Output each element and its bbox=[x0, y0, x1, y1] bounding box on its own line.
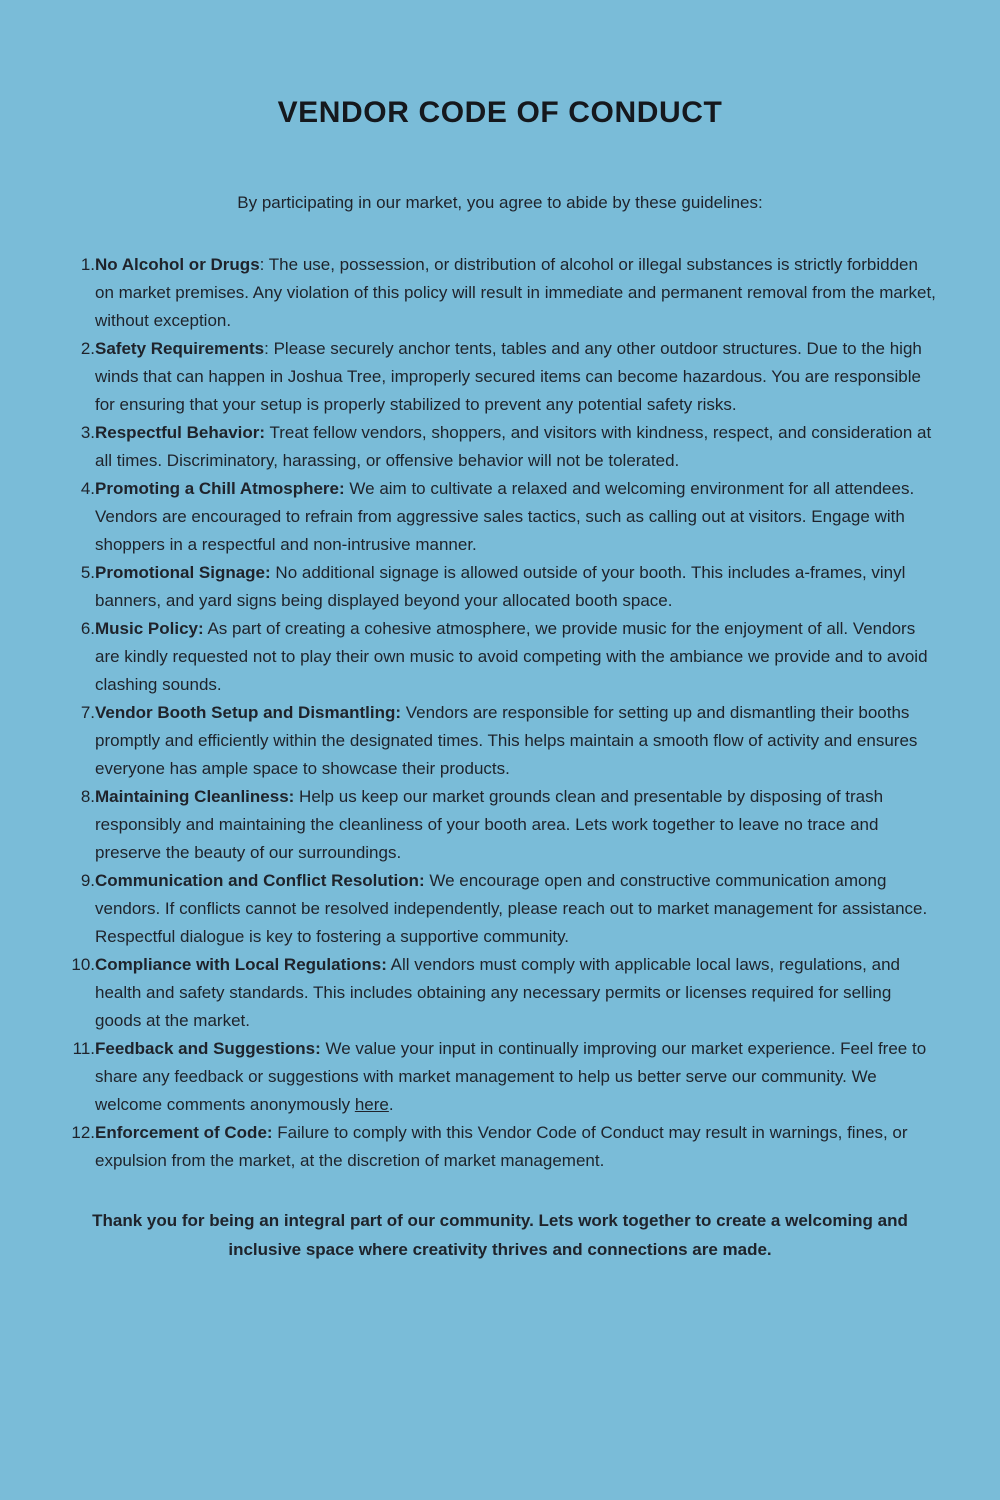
rule-text: Please securely anchor tents, tables and any other outdoor structures. Due to the high winds that can happen in Joshua Tree, improperly secured items can become hazardous. You are responsible for ensuring that your setup is properly stabilized to prevent any potential safety risks. bbox=[95, 339, 922, 414]
rule-number: 3. bbox=[80, 423, 95, 442]
rule-text: Help us keep our market grounds clean and presentable by disposing of trash responsibly and maintaining the cleanliness of your booth area. Lets work together to leave no trace and preserve the beauty of our surroundings. bbox=[95, 787, 884, 862]
rule-number: 1. bbox=[80, 255, 95, 274]
closing-text: Thank you for being an integral part of our community. Lets work together to create a welcoming and inclusive space where creativity thrives and connections are made. bbox=[92, 1211, 908, 1259]
rule-item bbox=[80, 699, 941, 783]
rule-number: 12. bbox=[71, 1123, 95, 1142]
rule-item bbox=[80, 251, 941, 335]
rule-text: The use, possession, or distribution of alcohol or illegal substances is strictly forbidden on market premises. Any violation of this policy will result in immediate and permanent removal from the market, without exception. bbox=[95, 255, 936, 330]
rule-text: We value your input in continually improving our market experience. Feel free to share any feedback or suggestions with market management to help us better serve our community. We welcome comments anonymously bbox=[95, 1039, 927, 1114]
rule-text: We aim to cultivate a relaxed and welcoming environment for all attendees. Vendors are encouraged to refrain from aggressive sales tactics, such as calling out at visitors. Engage with shoppers in a respectful and non-intrusive manner. bbox=[95, 479, 915, 554]
rule-item bbox=[72, 1035, 941, 1119]
rule-text: Failure to comply with this Vendor Code of Conduct may result in warnings, fines, or expulsion from the market, at the discretion of market management. bbox=[95, 1123, 908, 1170]
rule-number: 7. bbox=[80, 703, 95, 722]
rule-label: Safety Requirements bbox=[95, 339, 265, 358]
rule-label: No Alcohol or Drugs bbox=[95, 255, 260, 274]
rule-text: Vendors are responsible for setting up and dismantling their booths promptly and efficiently within the designated times. This helps maintain a smooth flow of activity and ensures everyone has ample space to showcase their products. bbox=[95, 703, 918, 778]
rule-text-after-link: . bbox=[388, 1095, 394, 1114]
rule-item bbox=[80, 335, 941, 419]
intro-text: By participating in our market, you agree to abide by these guidelines: bbox=[237, 193, 763, 212]
rule-item bbox=[80, 559, 941, 615]
rule-item bbox=[80, 867, 941, 951]
rule-label: Respectful Behavior: bbox=[95, 423, 266, 442]
rule-number: 9. bbox=[80, 871, 95, 890]
rule-text: Treat fellow vendors, shoppers, and visitors with kindness, respect, and consideration at all times. Discriminatory, harassing, or offensive behavior will not be tolerated. bbox=[95, 423, 932, 470]
rule-label: Promotional Signage: bbox=[95, 563, 271, 582]
rule-label: Enforcement of Code: bbox=[95, 1123, 273, 1142]
rule-number: 4. bbox=[80, 479, 95, 498]
anonymous-feedback-link[interactable]: here bbox=[354, 1095, 389, 1114]
rule-text: No additional signage is allowed outside of your booth. This includes a-frames, vinyl banners, and yard signs being displayed beyond your allocated booth space. bbox=[95, 563, 906, 610]
rule-item bbox=[80, 419, 941, 475]
rule-label: Compliance with Local Regulations: bbox=[95, 955, 387, 974]
rule-text: We encourage open and constructive communication among vendors. If conflicts cannot be resolved independently, please reach out to market management for assistance. Respectful dialogue is key to fostering a supportive community. bbox=[95, 871, 928, 946]
rule-label: Music Policy: bbox=[95, 619, 204, 638]
rule-number: 5. bbox=[80, 563, 95, 582]
rule-item bbox=[80, 615, 941, 699]
rule-label: Promoting a Chill Atmosphere: bbox=[95, 479, 345, 498]
rule-number: 6. bbox=[80, 619, 95, 638]
rule-item bbox=[80, 475, 941, 559]
rule-label: Feedback and Suggestions: bbox=[95, 1039, 321, 1058]
page-title: VENDOR CODE OF CONDUCT bbox=[277, 96, 723, 129]
rule-item bbox=[71, 1119, 941, 1175]
rule-label: Communication and Conflict Resolution: bbox=[95, 871, 425, 890]
rule-separator: : bbox=[264, 339, 274, 358]
rule-item bbox=[71, 951, 941, 1035]
rule-number: 10. bbox=[71, 955, 95, 974]
rule-label: Vendor Booth Setup and Dismantling: bbox=[95, 703, 401, 722]
rule-item bbox=[80, 783, 941, 867]
rule-separator: : bbox=[259, 255, 269, 274]
rule-text: All vendors must comply with applicable local laws, regulations, and health and safety standards. This includes obtaining any necessary permits or licenses required for selling goods at the market. bbox=[95, 955, 900, 1030]
rules-list bbox=[58, 251, 941, 1175]
rule-text: As part of creating a cohesive atmosphere, we provide music for the enjoyment of all. Vendors are kindly requested not to play their own music to avoid competing with the ambiance we provide and to avoid clashing sounds. bbox=[95, 619, 928, 694]
rule-number: 11. bbox=[72, 1039, 95, 1058]
rule-number: 2. bbox=[80, 339, 95, 358]
rule-label: Maintaining Cleanliness: bbox=[95, 787, 295, 806]
rule-number: 8. bbox=[80, 787, 95, 806]
